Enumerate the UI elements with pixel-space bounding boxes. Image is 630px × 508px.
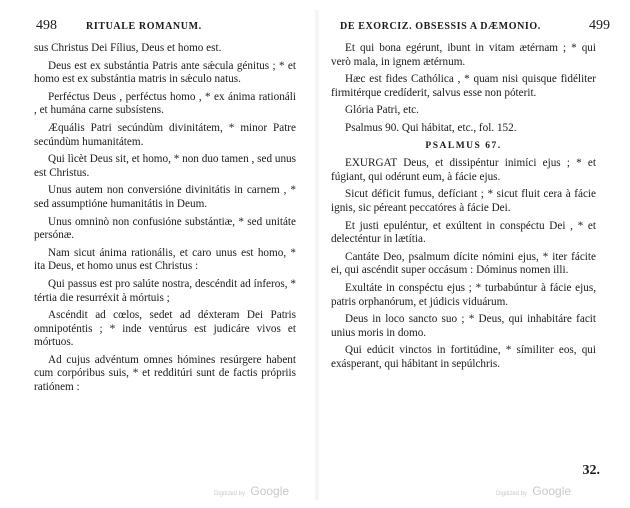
- paragraph: Qui passus est pro salúte nostra, descéndit ad ínferos, * tértia die resurréxit à mórtuis ;: [34, 277, 296, 304]
- right-page-header: [332, 18, 610, 37]
- paragraph: Qui edúcit vinctos in fortitúdine, * símiliter eos, qui exásperant, qui hábitant in sepúlchris.: [331, 344, 596, 370]
- paragraph: Sicut déficit fumus, defíciant ; * sicut fluit cera à fácie ignis, sic péreant peccatóres à fácie Dei.: [331, 188, 596, 214]
- paragraph: EXURGAT Deus, et dissipéntur inimíci ejus ; * et fúgiant, qui odérunt eum, à fácie ejus.: [331, 157, 596, 183]
- left-watermark-brand: Google: [250, 484, 290, 498]
- psalm-heading: PSALMUS 67.: [425, 140, 502, 151]
- left-running-title: RITUALE ROMANUM.: [86, 21, 202, 32]
- signature-mark: 32.: [582, 463, 600, 478]
- paragraph: Glória Patri, etc.: [345, 104, 419, 117]
- paragraph: Deus in loco sancto suo ; * Deus, qui inhabitáre facit unius moris in domo.: [331, 313, 596, 339]
- paragraph: Et qui bona egérunt, ibunt in vitam ætérnam ; * qui verò mala, in ignem ætérnum.: [331, 42, 596, 68]
- right-watermark-prefix: Digitized by: [496, 491, 528, 497]
- paragraph: Et justi epuléntur, et exúltent in conspéctu Dei , * et delecténtur in lætítia.: [331, 219, 596, 246]
- left-page-header: [36, 18, 306, 37]
- paragraph: Deus est ex substántia Patris ante sǽcula génitus ; * et homo est ex substántia matris in sǽculo natus.: [34, 59, 296, 86]
- right-running-title: DE EXORCIZ. OBSESSIS A DÆMONIO.: [340, 21, 541, 32]
- right-page-text: [331, 42, 596, 375]
- right-text-before-psalm: [331, 42, 596, 136]
- left-watermark-prefix: Digitized by: [214, 491, 246, 497]
- paragraph: Æquális Patri secúndùm divinitátem, * minor Patre secúndùm humanitátem.: [34, 121, 296, 148]
- paragraph: Perféctus Deus , perféctus homo , * ex ánima rationáli , et humána carne subsístens.: [34, 90, 296, 117]
- paragraph: Cantáte Deo, psalmum dícite nómini ejus, * iter fácite ei, qui ascéndit super occásum : Dóminus nomen illi.: [331, 250, 596, 277]
- right-page-number: 499: [589, 18, 610, 33]
- right-page: [318, 0, 630, 508]
- left-page-text: [34, 42, 296, 399]
- left-watermark: [214, 484, 289, 498]
- left-page-number: 498: [36, 18, 57, 33]
- paragraph: Hæc est fides Cathólica , * quam nisi quisque fidéliter firmitérque credíderit, salvus esse non póterit.: [331, 73, 596, 99]
- right-watermark-brand: Google: [532, 484, 572, 498]
- paragraph: Unus omninò non confusióne substántiæ, * sed unitáte persónæ.: [34, 215, 296, 242]
- paragraph: Unus autem non conversióne divinitátis in carnem , * sed assumptióne humanitátis in Deum.: [34, 184, 296, 210]
- paragraph: Ascéndit ad cœlos, sedet ad déxteram Dei Patris omnipoténtis ; * inde ventúrus est judicáre vivos et mórtuos.: [34, 309, 296, 349]
- paragraph: Psalmus 90. Qui hábitat, etc., fol. 152.: [345, 121, 517, 134]
- paragraph: Ad cujus advéntum omnes hómines resúrgere habent cum corpóribus suis, * et redditúri sunt de factis própriis ratiónem :: [34, 353, 296, 394]
- paragraph: sus Christus Dei Fílius, Deus et homo est.: [34, 42, 222, 54]
- right-text-psalm: [331, 157, 596, 371]
- paragraph: Exultáte in conspéctu ejus ; * turbabúntur à fácie ejus, patris orphanórum, et júdicis viduárum.: [331, 281, 596, 308]
- right-watermark: [496, 484, 571, 498]
- paragraph: Qui lìcèt Deus sit, et homo, * non duo tamen , sed unus est Christus.: [34, 153, 296, 179]
- paragraph: Nam sicut ánima rationális, et caro unus est homo, * ita Deus, et homo unus est Christus :: [34, 246, 296, 273]
